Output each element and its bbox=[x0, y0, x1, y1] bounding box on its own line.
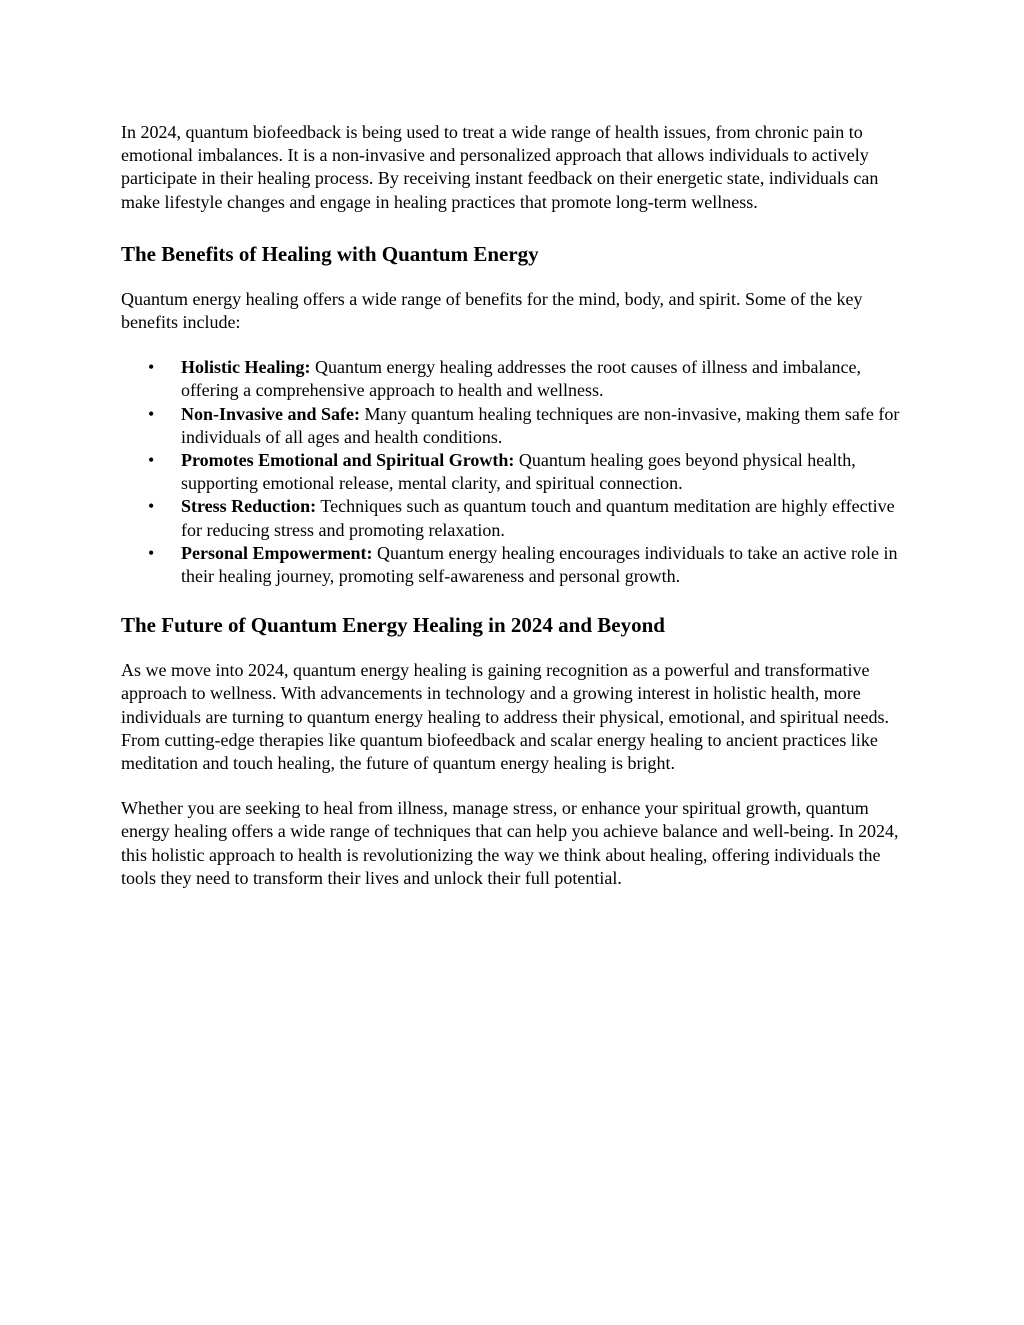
intro-paragraph: In 2024, quantum biofeedback is being used to treat a wide range of health issues, from chronic pain to emotional imbalances. It is a non-invasive and personalized approach that allows individuals to actively participate in their healing process. By receiving instant feedback on their energetic state, individuals can make lifestyle changes and engage in healing practices that promote long-term wellness. bbox=[121, 122, 879, 212]
list-item bbox=[121, 495, 911, 541]
list-item bbox=[121, 356, 911, 402]
future-paragraph-2: Whether you are seeking to heal from illness, manage stress, or enhance your spiritual growth, quantum energy healing offers a wide range of techniques that can help you achieve balance and well-being. In 2024, this holistic approach to health is revolutionizing the way we think about healing, offering individuals the tools they need to transform their lives and unlock their full potential. bbox=[121, 798, 899, 888]
bullet-icon: • bbox=[148, 542, 155, 563]
list-item-term: Holistic Healing: bbox=[181, 357, 311, 378]
future-heading: The Future of Quantum Energy Healing in 2024 and Beyond bbox=[121, 613, 665, 638]
list-item bbox=[121, 403, 911, 449]
bullet-icon: • bbox=[148, 357, 155, 378]
list-item-term: Personal Empowerment: bbox=[181, 542, 373, 563]
benefits-list bbox=[121, 356, 911, 588]
document-page bbox=[121, 121, 911, 890]
future-paragraph-1: As we move into 2024, quantum energy healing is gaining recognition as a powerful and transformative approach to wellness. With advancements in technology and a growing interest in holistic health, more individuals are turning to quantum energy healing to address their physical, emotional, and spiritual needs. From cutting-edge therapies like quantum biofeedback and scalar energy healing to ancient practices like meditation and touch healing, the future of quantum energy healing is bright. bbox=[121, 660, 889, 774]
list-item-text: Quantum energy healing addresses the root causes of illness and imbalance, offering a comprehensive approach to health and wellness. bbox=[181, 357, 862, 401]
list-item bbox=[121, 449, 911, 495]
bullet-icon: • bbox=[148, 450, 155, 471]
list-item bbox=[121, 542, 911, 588]
list-item-text: Techniques such as quantum touch and quantum meditation are highly effective for reducing stress and promoting relaxation. bbox=[181, 496, 895, 540]
benefits-intro-paragraph: Quantum energy healing offers a wide range of benefits for the mind, body, and spirit. Some of the key benefits include: bbox=[121, 288, 863, 333]
list-item-term: Promotes Emotional and Spiritual Growth: bbox=[181, 450, 515, 471]
list-item-term: Non-Invasive and Safe: bbox=[181, 403, 361, 424]
benefits-heading: The Benefits of Healing with Quantum Energy bbox=[121, 241, 539, 266]
bullet-icon: • bbox=[148, 496, 155, 517]
list-item-text: Quantum energy healing encourages individuals to take an active role in their healing journey, promoting self-awareness and personal growth. bbox=[181, 542, 898, 587]
list-item-text: Many quantum healing techniques are non-invasive, making them safe for individuals of all ages and health conditions. bbox=[181, 403, 900, 447]
bullet-icon: • bbox=[148, 403, 155, 424]
list-item-term: Stress Reduction: bbox=[181, 496, 317, 517]
list-item-text: Quantum healing goes beyond physical health, supporting emotional release, mental clarity, and spiritual connection. bbox=[181, 450, 856, 494]
